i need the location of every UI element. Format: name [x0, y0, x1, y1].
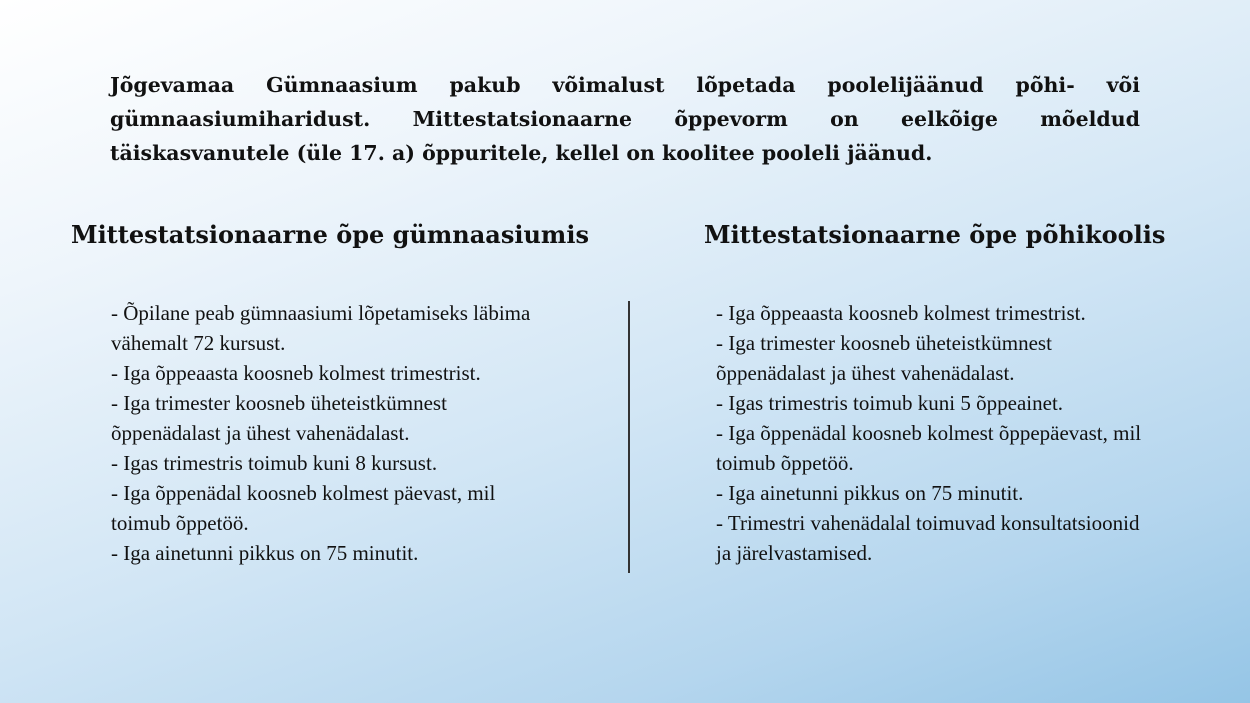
intro-paragraph: Jõgevamaa Gümnaasium pakub võimalust lõpetada poolelijäänud põhi- või gümnaasiumiharidust. Mittestatsionaarne õppevorm on eelkõige mõeldud täiskasvanutele (üle 17. a) õppuritele, kellel on koolitee pooleli jäänud. [110, 73, 1140, 165]
list-item: - Iga õppeaasta koosneb kolmest trimestrist. [716, 301, 1086, 325]
list-item: - Iga õppenädal koosneb kolmest päevast, mil toimub õppetöö. [111, 481, 496, 535]
list-item: - Iga trimester koosneb üheteistkümnest õppenädalast ja ühest vahenädalast. [111, 391, 447, 445]
list-item: - Iga trimester koosneb üheteistkümnest õppenädalast ja ühest vahenädalast. [716, 331, 1052, 385]
list-item: - Iga ainetunni pikkus on 75 minutit. [111, 541, 419, 565]
gymnasium-list [111, 298, 551, 568]
list-item: - Iga õppenädal koosneb kolmest õppepäevast, mil toimub õppetöö. [716, 421, 1142, 475]
heading-gymnasium: Mittestatsionaarne õpe gümnaasiumis [71, 220, 589, 249]
list-item: - Õpilane peab gümnaasiumi lõpetamiseks läbima vähemalt 72 kursust. [111, 301, 531, 355]
list-item: - Igas trimestris toimub kuni 5 õppeainet. [716, 391, 1064, 415]
column-divider [628, 301, 630, 573]
heading-basic-school: Mittestatsionaarne õpe põhikoolis [704, 220, 1166, 249]
basic-school-list [716, 298, 1156, 568]
list-item: - Iga õppeaasta koosneb kolmest trimestrist. [111, 361, 481, 385]
list-item: - Igas trimestris toimub kuni 8 kursust. [111, 451, 438, 475]
list-item: - Trimestri vahenädalal toimuvad konsultatsioonid ja järelvastamised. [716, 511, 1140, 565]
list-item: - Iga ainetunni pikkus on 75 minutit. [716, 481, 1024, 505]
